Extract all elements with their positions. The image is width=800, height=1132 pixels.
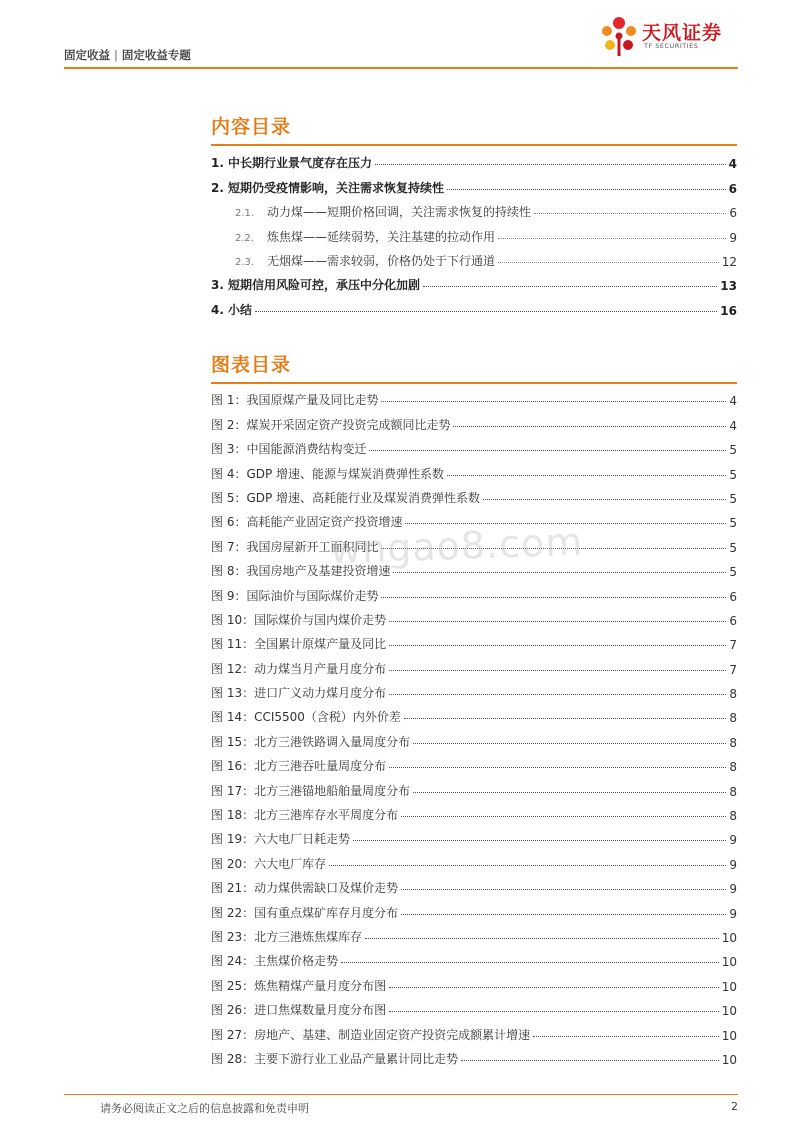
figure-entry-label: 图 14：CCI5500（含税）内外价差 xyxy=(211,710,401,725)
toc-entry-page: 12 xyxy=(721,254,737,269)
figure-entry-page: 10 xyxy=(721,1028,737,1043)
dot-leader xyxy=(533,1036,719,1037)
tf-flower-icon xyxy=(598,14,640,60)
figure-entry-page: 5 xyxy=(729,491,737,506)
toc-section xyxy=(211,112,737,318)
figure-entry-page: 7 xyxy=(729,662,737,677)
toc-title-rule xyxy=(211,144,737,146)
toc-entry-text: 中长期行业景气度存在压力 xyxy=(228,156,373,171)
figure-entry-page: 6 xyxy=(729,613,737,628)
figure-entry[interactable] xyxy=(211,896,737,920)
figure-entry-page: 9 xyxy=(729,833,737,848)
figure-entry-label: 图 2：煤炭开采固定资产投资完成额同比走势 xyxy=(211,417,451,432)
figure-entry[interactable] xyxy=(211,530,737,554)
figure-entry[interactable] xyxy=(211,701,737,725)
figure-entry-page: 8 xyxy=(729,809,737,824)
figure-entry[interactable] xyxy=(211,555,737,579)
header-divider xyxy=(64,67,738,69)
dot-leader xyxy=(423,286,717,287)
figure-entry-label: 图 16：北方三港吞吐量周度分布 xyxy=(211,759,387,774)
figure-entry-label: 图 12：动力煤当月产量月度分布 xyxy=(211,661,387,676)
dot-leader xyxy=(389,767,726,768)
figure-entry-label: 图 6：高耗能产业固定资产投资增速 xyxy=(211,515,403,530)
figure-entry-label: 图 25：炼焦精煤产量月度分布图 xyxy=(211,978,387,993)
figure-entry-label: 图 8：我国房地产及基建投资增速 xyxy=(211,564,391,579)
figure-entry-page: 9 xyxy=(729,906,737,921)
dot-leader xyxy=(401,889,726,890)
toc-entry-text: 炼焦煤——延续弱势，关注基建的拉动作用 xyxy=(267,229,496,244)
dot-leader xyxy=(483,499,726,500)
dot-leader xyxy=(413,743,726,744)
figure-entry-label: 图 11：全国累计原煤产量及同比 xyxy=(211,637,387,652)
watermark: wngao8.com xyxy=(329,519,584,573)
dot-leader xyxy=(375,164,726,165)
dot-leader xyxy=(365,938,719,939)
figure-entry-page: 9 xyxy=(729,882,737,897)
toc-entry-number: 3. xyxy=(211,278,224,293)
toc-entry-label xyxy=(235,252,495,269)
dot-leader xyxy=(405,523,726,524)
dot-leader xyxy=(413,792,726,793)
figure-entry[interactable] xyxy=(211,921,737,945)
toc-entry-text: 短期仍受疫情影响，关注需求恢复持续性 xyxy=(228,180,445,195)
dot-leader xyxy=(341,962,719,963)
figure-entry[interactable] xyxy=(211,750,737,774)
toc-entry-label xyxy=(235,203,531,220)
dot-leader xyxy=(389,694,726,695)
figure-entry-page: 10 xyxy=(721,1052,737,1067)
toc-entry-number: 1. xyxy=(211,156,224,171)
dot-leader xyxy=(498,238,726,239)
dot-leader xyxy=(447,475,726,476)
figure-entry-label: 图 21：动力煤供需缺口及煤价走势 xyxy=(211,881,399,896)
footer-divider xyxy=(64,1094,738,1095)
figure-entry[interactable] xyxy=(211,847,737,871)
figure-entry[interactable] xyxy=(211,457,737,481)
dot-leader xyxy=(353,840,726,841)
figure-entry-page: 10 xyxy=(721,979,737,994)
figure-entry-label: 图 9：国际油价与国际煤价走势 xyxy=(211,588,379,603)
figure-entry[interactable] xyxy=(211,604,737,628)
figure-entry-page: 8 xyxy=(729,711,737,726)
toc-list xyxy=(211,147,737,318)
figure-entry-label: 图 27：房地产、基建、制造业固定资产投资完成额累计增速 xyxy=(211,1027,531,1042)
figure-list xyxy=(211,384,737,1067)
figure-entry-label: 图 23：北方三港炼焦煤库存 xyxy=(211,929,363,944)
toc-entry[interactable] xyxy=(211,171,737,195)
figure-entry[interactable] xyxy=(211,628,737,652)
dot-leader xyxy=(401,816,726,817)
figure-entry-page: 5 xyxy=(729,467,737,482)
figure-entry-label: 图 10：国际煤价与国内煤价走势 xyxy=(211,612,387,627)
figure-list-title: 图表目录 xyxy=(211,354,292,376)
figure-entry-page: 5 xyxy=(729,516,737,531)
toc-entry-page: 13 xyxy=(720,279,737,294)
figure-entry-label: 图 13：进口广义动力煤月度分布 xyxy=(211,686,387,701)
figure-entry-page: 9 xyxy=(729,857,737,872)
dot-leader xyxy=(447,189,726,190)
dot-leader xyxy=(369,450,726,451)
figure-entry-page: 5 xyxy=(729,540,737,555)
toc-entry-label xyxy=(211,301,252,318)
figure-entry-page: 8 xyxy=(729,760,737,775)
breadcrumb xyxy=(64,47,191,63)
figure-entry[interactable] xyxy=(211,725,737,749)
figure-entry-page: 8 xyxy=(729,784,737,799)
figure-entry-label: 图 1：我国原煤产量及同比走势 xyxy=(211,393,379,408)
page-header xyxy=(64,0,738,68)
figure-entry-page: 10 xyxy=(721,955,737,970)
figure-entry-page: 7 xyxy=(729,638,737,653)
figure-entry-page: 4 xyxy=(729,418,737,433)
toc-entry-page: 16 xyxy=(720,303,737,318)
figure-entry-label: 图 5：GDP 增速、高耗能行业及煤炭消费弹性系数 xyxy=(211,490,481,505)
dot-leader xyxy=(389,987,719,988)
figure-entry-label: 图 7：我国房屋新开工面积同比 xyxy=(211,539,379,554)
figure-entry[interactable] xyxy=(211,408,737,432)
figure-entry-page: 10 xyxy=(721,930,737,945)
figure-entry-label: 图 18：北方三港库存水平周度分布 xyxy=(211,808,399,823)
footer-disclaimer: 请务必阅读正文之后的信息披露和免责申明 xyxy=(100,1102,309,1115)
dot-leader xyxy=(389,621,726,622)
dot-leader xyxy=(381,548,726,549)
brand-logo xyxy=(598,14,738,60)
toc-entry-number: 2.1. xyxy=(235,208,255,220)
dot-leader xyxy=(381,597,726,598)
dot-leader xyxy=(389,670,726,671)
toc-entry-number: 2.3. xyxy=(235,256,255,268)
dot-leader xyxy=(393,572,726,573)
figure-entry-label: 图 26：进口焦煤数量月度分布图 xyxy=(211,1003,387,1018)
figure-entry[interactable] xyxy=(211,969,737,993)
figure-entry-label: 图 24：主焦煤价格走势 xyxy=(211,954,339,969)
breadcrumb-separator: | xyxy=(114,48,118,62)
figure-entry-page: 10 xyxy=(721,1004,737,1019)
toc-entry-text: 无烟煤——需求较弱，价格仍处于下行通道 xyxy=(267,253,496,268)
toc-entry-page: 6 xyxy=(729,206,737,221)
toc-entry-label xyxy=(211,154,372,171)
toc-entry-number: 2. xyxy=(211,180,224,195)
figure-entry-page: 8 xyxy=(729,735,737,750)
figure-entry-label: 图 15：北方三港铁路调入量周度分布 xyxy=(211,734,411,749)
figure-entry-page: 5 xyxy=(729,443,737,458)
figure-entry-page: 5 xyxy=(729,565,737,580)
dot-leader xyxy=(498,262,719,263)
toc-entry[interactable] xyxy=(211,293,737,317)
figure-entry[interactable] xyxy=(211,1018,737,1042)
toc-entry[interactable] xyxy=(211,269,737,293)
figure-list-section xyxy=(211,350,737,1067)
toc-entry-text: 小结 xyxy=(228,302,253,317)
toc-subentry[interactable] xyxy=(211,245,737,269)
brand-name-cn: 天风证券 xyxy=(642,22,723,44)
page-number: 2 xyxy=(731,1100,738,1113)
toc-entry-number: 2.2. xyxy=(235,232,255,244)
breadcrumb-subcategory: 固定收益专题 xyxy=(121,48,191,62)
figure-entry[interactable] xyxy=(211,945,737,969)
toc-entry-label xyxy=(235,228,495,245)
dot-leader xyxy=(401,914,726,915)
toc-subentry[interactable] xyxy=(211,220,737,244)
figure-entry[interactable] xyxy=(211,774,737,798)
dot-leader xyxy=(404,718,726,719)
dot-leader xyxy=(453,426,726,427)
figure-entry[interactable] xyxy=(211,994,737,1018)
toc-title: 内容目录 xyxy=(211,116,292,138)
figure-entry[interactable] xyxy=(211,506,737,530)
figure-entry[interactable] xyxy=(211,652,737,676)
toc-entry-page: 4 xyxy=(728,157,737,172)
dot-leader xyxy=(381,401,726,402)
dot-leader xyxy=(389,1011,719,1012)
figure-entry-label: 图 19：六大电厂日耗走势 xyxy=(211,832,351,847)
figure-entry[interactable] xyxy=(211,872,737,896)
figure-entry[interactable] xyxy=(211,482,737,506)
figure-entry[interactable] xyxy=(211,677,737,701)
figure-entry-label: 图 22：国有重点煤矿库存月度分布 xyxy=(211,905,399,920)
figure-entry-label: 图 3：中国能源消费结构变迁 xyxy=(211,442,367,457)
dot-leader xyxy=(534,213,726,214)
figure-entry-page: 4 xyxy=(729,394,737,409)
figure-entry[interactable] xyxy=(211,579,737,603)
toc-entry[interactable] xyxy=(211,147,737,171)
dot-leader xyxy=(461,1060,719,1061)
toc-entry-text: 动力煤——短期价格回调，关注需求恢复的持续性 xyxy=(267,205,532,220)
figure-entry-label: 图 28：主要下游行业工业品产量累计同比走势 xyxy=(211,1051,459,1066)
brand-name-en: TF SECURITIES xyxy=(644,42,699,50)
toc-entry-label xyxy=(211,179,444,196)
dot-leader xyxy=(389,645,726,646)
toc-entry-page: 6 xyxy=(728,181,737,196)
toc-entry-page: 9 xyxy=(729,230,737,245)
figure-entry-page: 8 xyxy=(729,687,737,702)
toc-entry-number: 4. xyxy=(211,302,224,317)
figure-entry[interactable] xyxy=(211,799,737,823)
toc-subentry[interactable] xyxy=(211,196,737,220)
toc-entry-text: 短期信用风险可控，承压中分化加剧 xyxy=(228,278,421,293)
breadcrumb-category: 固定收益 xyxy=(64,48,110,62)
figure-entry-label: 图 20：六大电厂库存 xyxy=(211,856,327,871)
figure-entry[interactable] xyxy=(211,1043,737,1067)
dot-leader xyxy=(329,865,726,866)
figure-entry[interactable] xyxy=(211,384,737,408)
figure-entry-page: 6 xyxy=(729,589,737,604)
dot-leader xyxy=(255,311,717,312)
figure-entry-label: 图 4：GDP 增速、能源与煤炭消费弹性系数 xyxy=(211,466,445,481)
figure-entry[interactable] xyxy=(211,433,737,457)
toc-entry-label xyxy=(211,276,420,293)
figure-entry-label: 图 17：北方三港锚地船舶量周度分布 xyxy=(211,783,411,798)
figure-entry[interactable] xyxy=(211,823,737,847)
